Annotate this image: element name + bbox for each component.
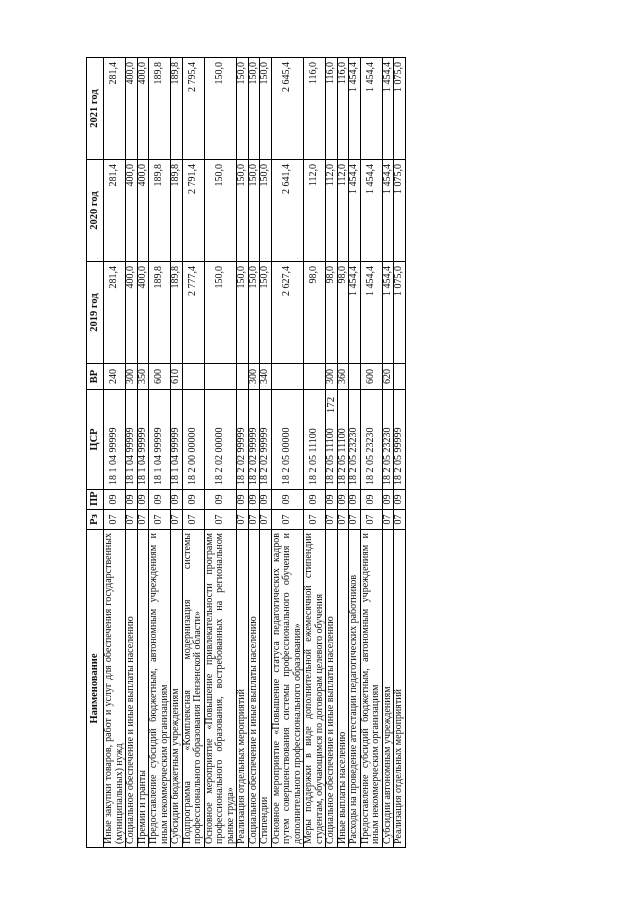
cell-csr: 18 1 04 99999 [137,390,149,490]
cell-vr: 340 [260,364,272,390]
cell-rz: 07 [326,510,338,530]
cell-csr: 18 2 02 99999 [248,390,260,490]
budget-table [86,57,406,848]
cell-name: Реализация отдельных мероприятий [237,530,249,848]
header-2021: 2021 год [87,58,104,160]
cell-pr: 09 [104,490,126,510]
table-row [204,58,237,848]
cell-vr: 300 [126,364,138,390]
cell-2021: 1 454,4 [382,58,394,160]
cell-2019: 98,0 [326,262,338,364]
table-row [382,58,394,848]
cell-2020: 1 075,0 [394,160,406,262]
cell-2019: 2 627,4 [271,262,304,364]
cell-csr: 18 1 04 99999 [126,390,138,490]
cell-2021: 2 645,4 [271,58,304,160]
cell-vr [394,364,406,390]
table-row [304,58,326,848]
table-row [126,58,138,848]
cell-rz: 07 [394,510,406,530]
cell-rz: 07 [349,510,361,530]
cell-pr: 09 [171,490,183,510]
cell-2021: 2 795,4 [182,58,204,160]
cell-pr: 09 [326,490,338,510]
cell-2020: 189,8 [149,160,171,262]
cell-2019: 150,0 [248,262,260,364]
cell-2020: 2 791,4 [182,160,204,262]
cell-pr: 09 [271,490,304,510]
cell-2019: 2 777,4 [182,262,204,364]
cell-name: Основное мероприятие «Повышение привлекательности программ профессионального образования, востребованных на региональном рынке труда» [204,530,237,848]
table-row [360,58,382,848]
cell-2021: 150,0 [260,58,272,160]
table-row [149,58,171,848]
cell-csr: 18 2 05 11100 [304,390,326,490]
cell-csr: 18 2 00 00000 [182,390,204,490]
table-row [248,58,260,848]
cell-pr: 09 [126,490,138,510]
header-name: Наименование [87,530,104,848]
cell-rz: 07 [104,510,126,530]
cell-rz: 07 [382,510,394,530]
cell-2021: 281,4 [104,58,126,160]
cell-rz: 07 [137,510,149,530]
cell-pr: 09 [204,490,237,510]
header-rz: Рз [87,510,104,530]
cell-2020: 2 641,4 [271,160,304,262]
cell-vr: 600 [149,364,171,390]
cell-rz: 07 [149,510,171,530]
cell-vr [204,364,237,390]
cell-2021: 1 075,0 [394,58,406,160]
cell-2020: 400,0 [126,160,138,262]
table-row [337,58,349,848]
cell-2020: 1 454,4 [382,160,394,262]
cell-vr [349,364,361,390]
cell-pr: 09 [349,490,361,510]
cell-csr: 18 2 02 99999 [260,390,272,490]
cell-name: Премии и гранты [137,530,149,848]
cell-2020: 150,0 [204,160,237,262]
cell-name: Социальное обеспечение и иные выплаты населению [326,530,338,848]
cell-csr: 18 2 05 99999 [394,390,406,490]
cell-name: Расходы на проведение аттестации педагогических работников [349,530,361,848]
cell-vr: 240 [104,364,126,390]
table-row [394,58,406,848]
cell-vr [304,364,326,390]
table-row [104,58,126,848]
cell-csr: 18 2 05 11100 [337,390,349,490]
cell-2020: 189,8 [171,160,183,262]
table-row [326,58,338,848]
cell-pr: 09 [237,490,249,510]
cell-rz: 07 [126,510,138,530]
cell-name: Стипендии [260,530,272,848]
cell-name: Подпрограмма «Комплексная модернизация системы профессионального образования Пензенской области» [182,530,204,848]
cell-2019: 189,8 [149,262,171,364]
cell-2021: 189,8 [171,58,183,160]
cell-vr: 360 [337,364,349,390]
cell-pr: 09 [394,490,406,510]
cell-2021: 116,0 [326,58,338,160]
table-header-row [87,58,104,848]
cell-2021: 1 454,4 [360,58,382,160]
cell-csr: 18 2 05 11100 [326,390,338,490]
cell-rz: 07 [337,510,349,530]
cell-csr: 18 1 04 99999 [104,390,126,490]
cell-name: Иные закупки товаров, работ и услуг для обеспечения государственных (муниципальных) нужд [104,530,126,848]
cell-name: Социальное обеспечение и иные выплаты населению [126,530,138,848]
cell-2021: 400,0 [126,58,138,160]
cell-pr: 09 [360,490,382,510]
cell-vr: 350 [137,364,149,390]
cell-pr: 09 [304,490,326,510]
cell-vr [271,364,304,390]
cell-2020: 112,0 [337,160,349,262]
cell-rz: 07 [171,510,183,530]
cell-2021: 1 454,4 [349,58,361,160]
cell-2019: 150,0 [260,262,272,364]
cell-2019: 281,4 [104,262,126,364]
table-row [237,58,249,848]
cell-2019: 1 454,4 [382,262,394,364]
cell-csr: 18 2 02 00000 [204,390,237,490]
cell-2019: 1 454,4 [349,262,361,364]
table-row [182,58,204,848]
cell-2021: 116,0 [304,58,326,160]
cell-rz: 07 [182,510,204,530]
cell-2021: 150,0 [204,58,237,160]
cell-2020: 150,0 [237,160,249,262]
cell-name: Основное мероприятие «Повышение статуса педагогических кадров путем совершенствования системы профессионального обучения и дополнительного профессионального образования» [271,530,304,848]
header-pr: ПР [87,490,104,510]
cell-pr: 09 [382,490,394,510]
cell-2019: 150,0 [237,262,249,364]
cell-name: Социальное обеспечение и иные выплаты населению [248,530,260,848]
cell-2019: 1 454,4 [360,262,382,364]
cell-name: Реализация отдельных мероприятий [394,530,406,848]
cell-2021: 116,0 [337,58,349,160]
cell-csr: 18 1 04 99999 [149,390,171,490]
cell-vr [237,364,249,390]
cell-2019: 1 075,0 [394,262,406,364]
cell-2021: 400,0 [137,58,149,160]
header-2020: 2020 год [87,160,104,262]
cell-pr: 09 [260,490,272,510]
cell-2020: 1 454,4 [349,160,361,262]
cell-2020: 1 454,4 [360,160,382,262]
cell-csr: 18 2 02 99999 [237,390,249,490]
cell-csr: 18 2 05 23230 [349,390,361,490]
cell-csr: 18 2 05 00000 [271,390,304,490]
cell-vr: 300 [248,364,260,390]
cell-pr: 09 [149,490,171,510]
cell-name: Предоставление субсидий бюджетным, автономным учреждениям и иным некоммерческим организациям [360,530,382,848]
cell-pr: 09 [337,490,349,510]
cell-2021: 150,0 [248,58,260,160]
table-row [171,58,183,848]
cell-2020: 150,0 [248,160,260,262]
cell-vr: 610 [171,364,183,390]
table-row [349,58,361,848]
cell-csr: 18 2 05 23230 [360,390,382,490]
cell-2019: 150,0 [204,262,237,364]
cell-vr: 600 [360,364,382,390]
cell-name: Субсидии автономным учреждениям [382,530,394,848]
cell-rz: 07 [260,510,272,530]
cell-rz: 07 [204,510,237,530]
cell-rz: 07 [304,510,326,530]
cell-vr: 620 [382,364,394,390]
page-number: 172 [325,396,337,414]
cell-2020: 400,0 [137,160,149,262]
cell-rz: 07 [360,510,382,530]
header-vr: ВР [87,364,104,390]
cell-rz: 07 [237,510,249,530]
cell-2019: 400,0 [126,262,138,364]
cell-vr [182,364,204,390]
cell-pr: 09 [248,490,260,510]
cell-rz: 07 [271,510,304,530]
cell-rz: 07 [248,510,260,530]
cell-2019: 189,8 [171,262,183,364]
rotated-table-wrapper [86,58,548,848]
cell-2020: 112,0 [304,160,326,262]
cell-pr: 09 [182,490,204,510]
cell-name: Предоставление субсидий бюджетным, автономным учреждениям и иным некоммерческим организациям [149,530,171,848]
cell-name: Иные выплаты населению [337,530,349,848]
cell-csr: 18 2 05 23230 [382,390,394,490]
cell-name: Субсидии бюджетным учреждениям [171,530,183,848]
cell-csr: 18 1 04 99999 [171,390,183,490]
cell-2021: 150,0 [237,58,249,160]
table-row [271,58,304,848]
cell-name: Меры поддержки в виде дополнительной ежемесячной стипендии студентам, обучающимся по договорам целевого обучения [304,530,326,848]
cell-2019: 98,0 [304,262,326,364]
table-row [137,58,149,848]
cell-vr: 300 [326,364,338,390]
header-csr: ЦСР [87,390,104,490]
header-2019: 2019 год [87,262,104,364]
cell-2021: 189,8 [149,58,171,160]
table-row [260,58,272,848]
cell-2020: 281,4 [104,160,126,262]
cell-2019: 400,0 [137,262,149,364]
cell-2019: 98,0 [337,262,349,364]
cell-2020: 112,0 [326,160,338,262]
table-body [104,58,406,848]
cell-2020: 150,0 [260,160,272,262]
cell-pr: 09 [137,490,149,510]
